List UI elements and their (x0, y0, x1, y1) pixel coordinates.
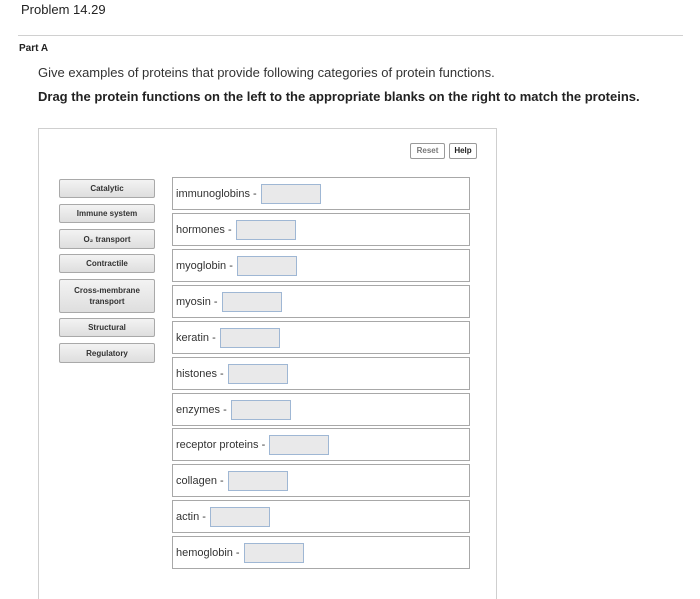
protein-label: myoglobin - (176, 259, 233, 272)
protein-label: collagen - (176, 474, 224, 487)
drop-target[interactable] (228, 364, 288, 384)
protein-label: keratin - (176, 331, 216, 344)
part-label: Part A (19, 43, 49, 54)
protein-label: hemoglobin - (176, 546, 240, 559)
protein-row (172, 464, 470, 497)
protein-label: enzymes - (176, 403, 227, 416)
function-chip-cross-membrane-transport[interactable]: Cross-membrane transport (59, 279, 155, 313)
drop-target[interactable] (228, 471, 288, 491)
drop-target[interactable] (261, 184, 321, 204)
protein-label: receptor proteins - (176, 438, 266, 451)
drop-target[interactable] (231, 400, 291, 420)
function-chip-o2-transport[interactable]: O₂ transport (59, 229, 155, 249)
protein-label: histones - (176, 367, 224, 380)
function-chip-catalytic[interactable]: Catalytic (59, 179, 155, 198)
protein-row (172, 285, 470, 318)
drop-target[interactable] (210, 507, 270, 527)
protein-row (172, 536, 470, 569)
function-chip-contractile[interactable]: Contractile (59, 254, 155, 273)
protein-label: immunoglobins - (176, 187, 257, 200)
function-chip-regulatory[interactable]: Regulatory (59, 343, 155, 363)
drop-target[interactable] (222, 292, 282, 312)
protein-label: actin - (176, 510, 206, 523)
drop-target[interactable] (269, 435, 329, 455)
instruction-text: Drag the protein functions on the left to the appropriate blanks on the right to match the proteins. (38, 89, 640, 104)
help-button[interactable]: Help (449, 143, 477, 159)
protein-row (172, 249, 470, 282)
protein-row (172, 500, 470, 533)
protein-row (172, 357, 470, 390)
function-chip-structural[interactable]: Structural (59, 318, 155, 337)
protein-label: hormones - (176, 223, 232, 236)
drop-target[interactable] (236, 220, 296, 240)
protein-row (172, 321, 470, 354)
question-text: Give examples of proteins that provide following categories of protein functions. (38, 65, 495, 80)
reset-button[interactable]: Reset (410, 143, 445, 159)
drop-target[interactable] (220, 328, 280, 348)
problem-title: Problem 14.29 (21, 2, 106, 17)
function-chip-immune-system[interactable]: Immune system (59, 204, 155, 223)
protein-row (172, 428, 470, 461)
protein-row (172, 213, 470, 246)
protein-row (172, 393, 470, 426)
header-divider (18, 35, 683, 36)
protein-label: myosin - (176, 295, 218, 308)
drop-target[interactable] (237, 256, 297, 276)
drop-target[interactable] (244, 543, 304, 563)
protein-row (172, 177, 470, 210)
